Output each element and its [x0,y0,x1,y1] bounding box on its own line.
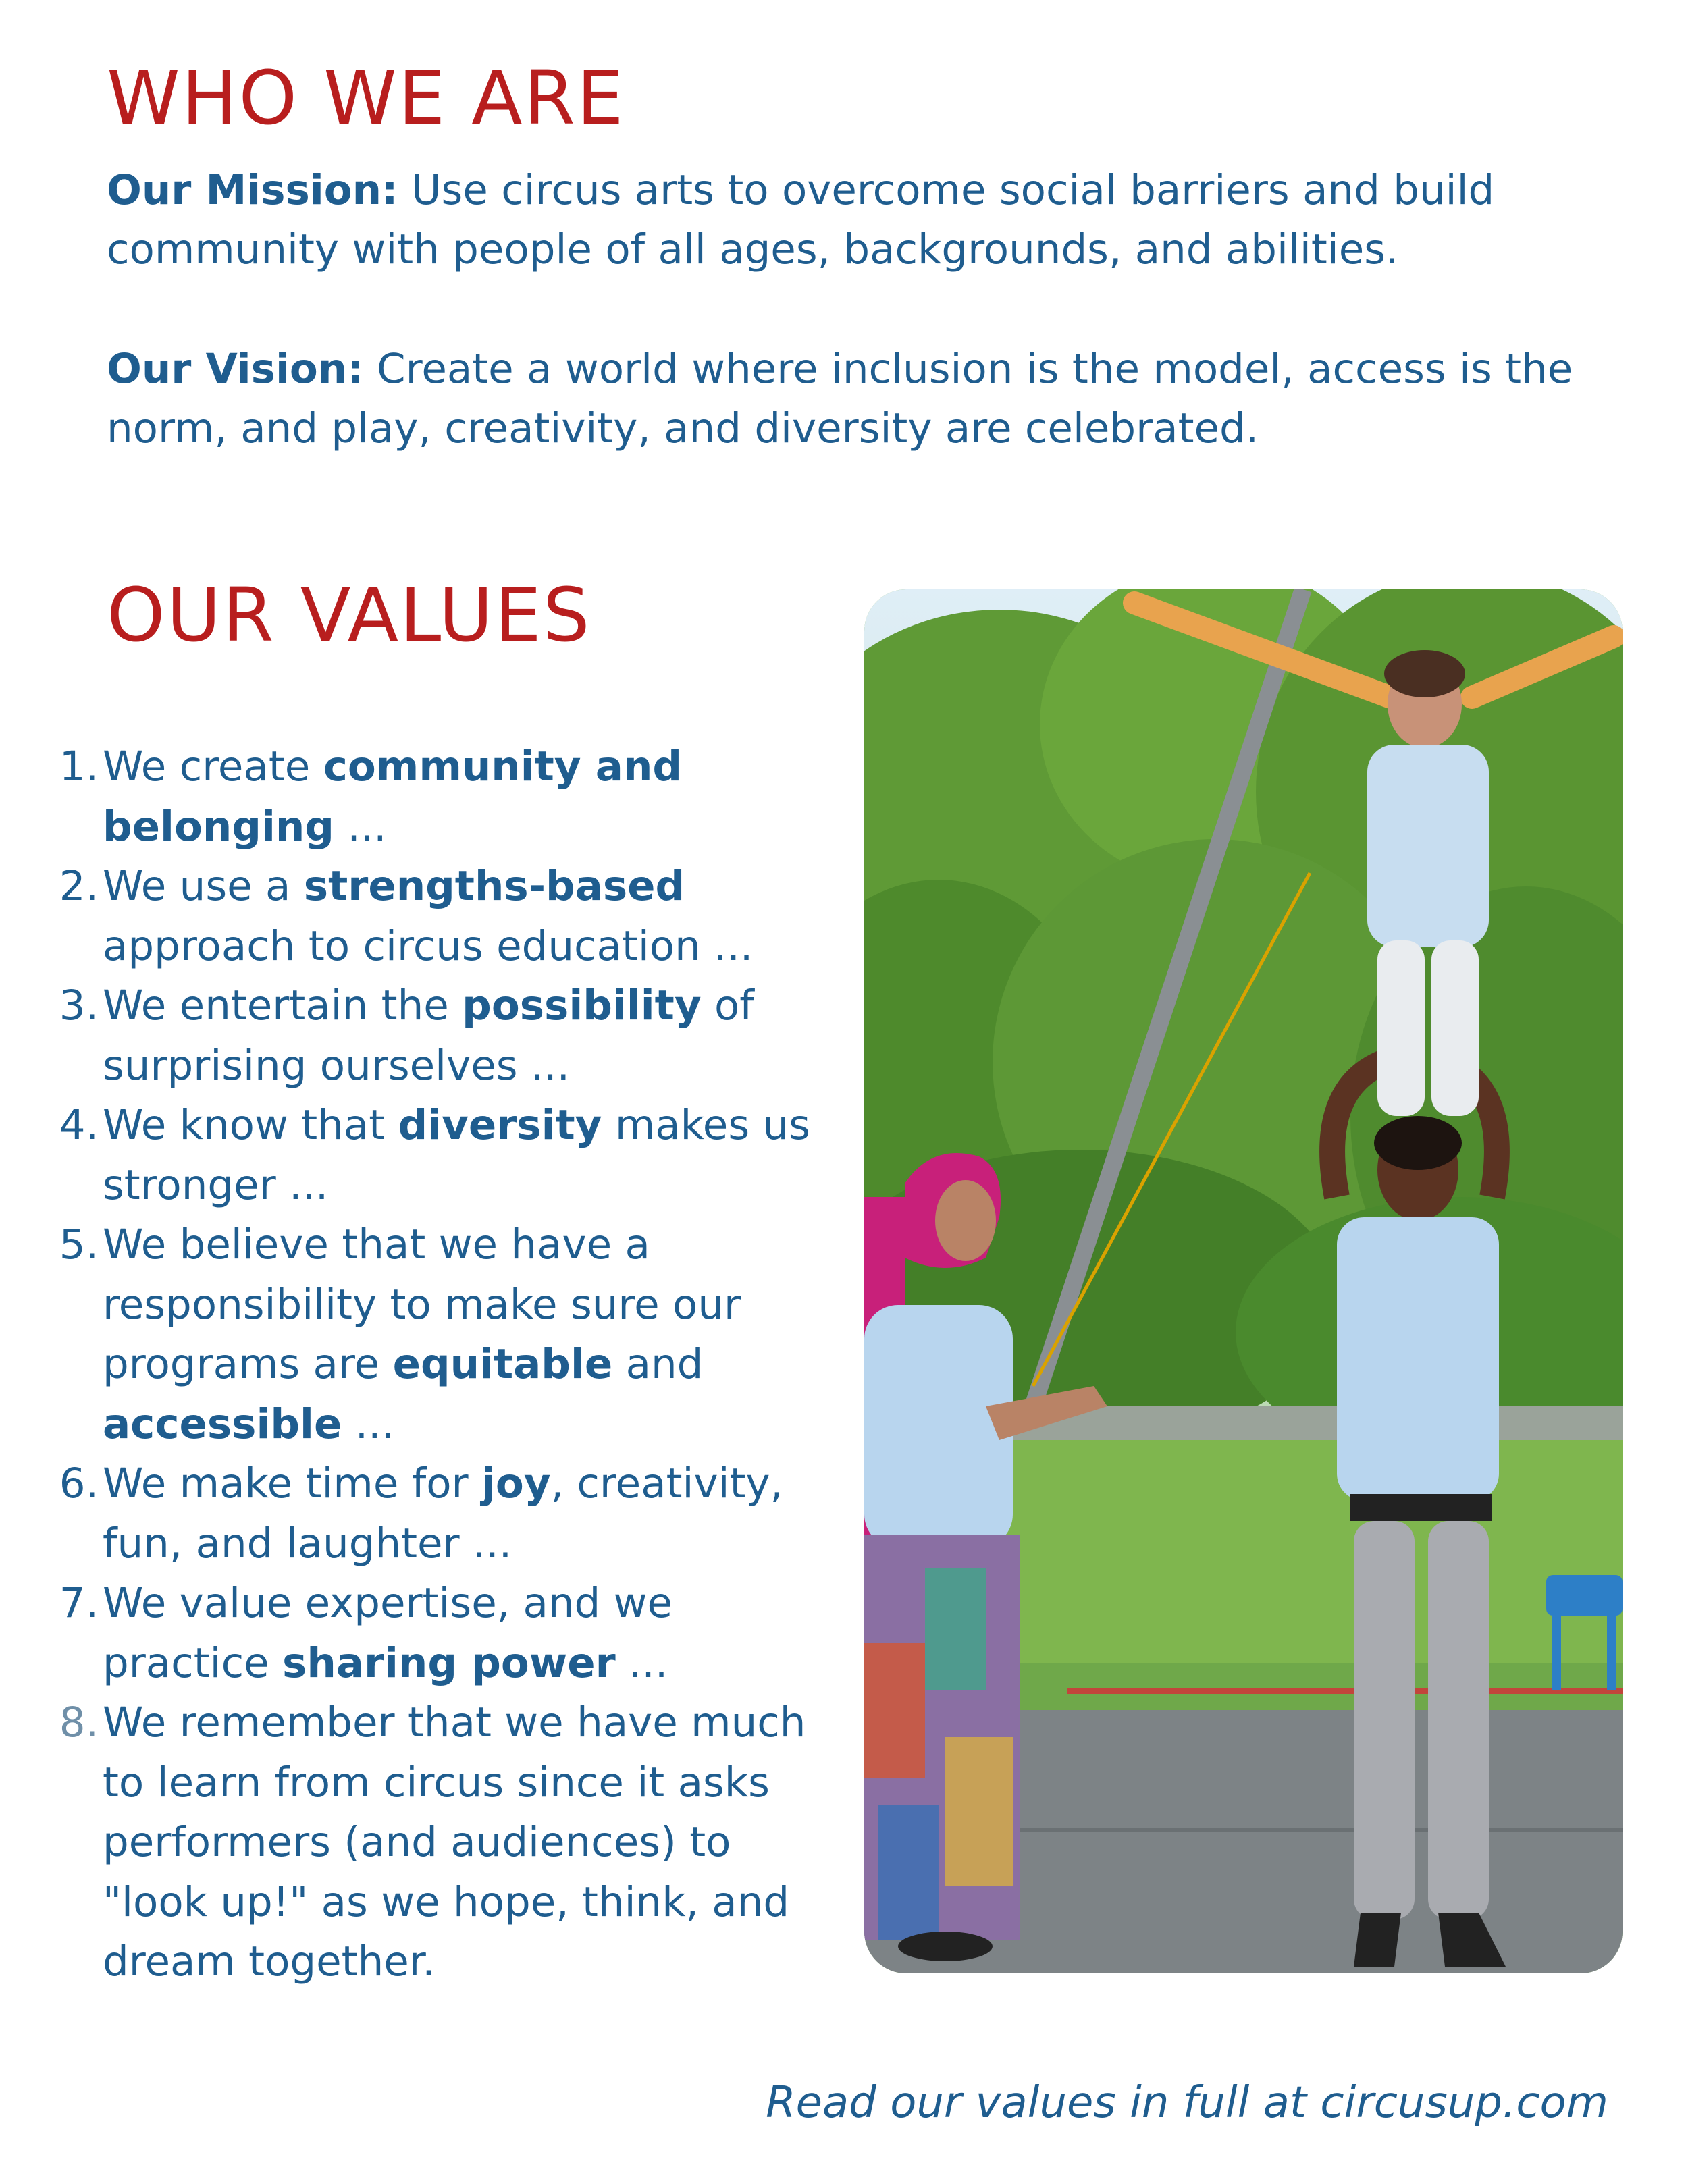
values-list [47,737,830,1992]
value-number: 5. [59,1221,99,1269]
value-number: 7. [59,1579,99,1627]
red-rope [1067,1688,1623,1694]
value-text: We value expertise, and we practice [103,1579,673,1687]
value-text: We believe that we have a responsibility to make sure our programs are [103,1221,741,1388]
value-text: We know that [103,1101,398,1149]
value-emphasis: joy [481,1460,551,1508]
value-text-end: of surprising ourselves ... [103,982,754,1090]
value-number: 1. [59,743,99,791]
value-emphasis: diversity [398,1101,602,1149]
value-number: 6. [59,1460,99,1508]
vision-text: Create a world where inclusion is the model, access is the norm, and play, creativity, and diversity are celebrated. [107,345,1573,452]
vision-statement [107,340,1633,458]
our-values-heading: OUR VALUES [107,572,591,658]
value-text: We make time for [103,1460,482,1508]
circus-photo [864,589,1623,1973]
value-emphasis: sharing power [282,1639,616,1687]
who-we-are-heading: WHO WE ARE [107,55,625,141]
vision-label: Our Vision: [107,345,364,393]
value-item [47,857,830,976]
value-item [47,1693,830,1992]
value-emphasis: strengths-based [303,862,685,910]
value-text-end: approach to circus education ... [103,922,754,970]
value-number: 4. [59,1101,99,1149]
value-text: We use a [103,862,304,910]
mission-text: Use circus arts to overcome social barriers and build community with people of all ages, backgrounds, and abilities. [107,166,1495,273]
value-number: 8. [59,1699,99,1747]
value-emphasis: possibility [462,982,702,1030]
value-item [47,1454,830,1574]
value-text-end: , creativity, fun, and laughter ... [103,1460,783,1568]
value-text-end: ... [615,1639,668,1687]
value-text-end: makes us stronger ... [103,1101,810,1209]
value-number: 2. [59,862,99,910]
value-item [47,1096,830,1215]
value-number: 3. [59,982,99,1030]
mission-statement [107,161,1633,279]
value-text-middle: and [612,1340,704,1388]
value-text: We create [103,743,323,791]
value-item [47,1574,830,1693]
value-emphasis: community and belonging [103,743,683,851]
value-text-end: ... [334,802,387,851]
value-item [47,1215,830,1454]
value-text: We entertain the [103,982,463,1030]
value-text: We remember that we have much to learn from circus since it asks performers (and audiences) to "look up!" as we hope, think, and dream together. [103,1699,806,1986]
value-text-end: ... [342,1400,394,1448]
values-link[interactable]: Read our values in full at circusup.com [766,2078,1608,2128]
value-emphasis: equitable [392,1340,613,1388]
value-item [47,976,830,1096]
mission-label: Our Mission: [107,166,398,214]
value-emphasis-2: accessible [103,1400,342,1448]
value-item [47,737,830,857]
